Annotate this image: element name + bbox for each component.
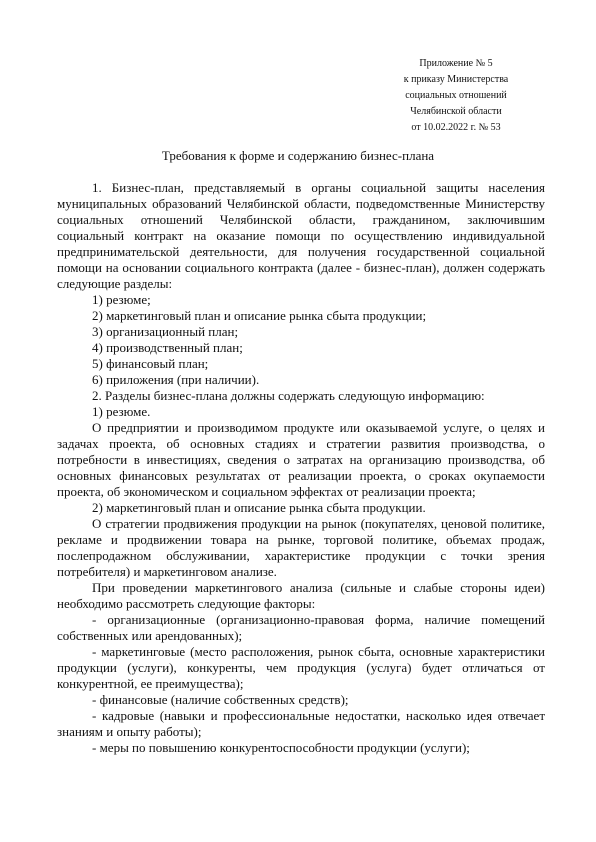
list-item: 1) резюме. [92, 404, 151, 419]
list-item: - меры по повышению конкурентоспособности продукции (услуги); [92, 740, 470, 755]
list-item: 1) резюме; [92, 292, 151, 307]
paragraph: О стратегии продвижения продукции на рынок (покупателях, ценовой политике, рекламе и продвижении товара на рынке, торговой политике, объемах продаж, послепродажном обслуживании, характеристике продукции с точки зрения потребителя) и маркетинговом анализе. [57, 516, 545, 579]
list-item: - организационные (организационно-правовая форма, наличие помещений собственных или арендованных); [57, 612, 545, 643]
appendix-number: Приложение № 5 [419, 58, 493, 69]
appendix-order-ref: к приказу Министерства [403, 74, 509, 85]
document-body [57, 180, 545, 756]
appendix-ministry: социальных отношений [405, 90, 507, 101]
paragraph: О предприятии и производимом продукте или оказываемой услуге, о целях и задачах проекта, об основных стадиях и стратегии развития производства, о потребности в инвестициях, сведения о затратах на организацию производства, об основных финансовых результатах от реализации проекта, о сроках окупаемости проекта, об экономическом и социальном эффектах от реализации проекта; [57, 420, 545, 499]
appendix-header [381, 56, 531, 136]
appendix-region: Челябинской области [410, 106, 502, 117]
paragraph: При проведении маркетингового анализа (сильные и слабые стороны идеи) необходимо рассмотреть следующие факторы: [57, 580, 545, 611]
list-item: 2) маркетинговый план и описание рынка сбыта продукции; [92, 308, 427, 323]
appendix-order-date: от 10.02.2022 г. № 53 [411, 122, 501, 133]
list-item: - маркетинговые (место расположения, рынок сбыта, основные характеристики продукции (услуги), конкуренты, чем продукция (услуга) будет отличаться от конкурентной, ее преимущества); [57, 644, 545, 691]
list-item: 2) маркетинговый план и описание рынка сбыта продукции. [92, 500, 426, 515]
list-item: - кадровые (навыки и профессиональные недостатки, насколько идея отвечает знаниям и опыту работы); [57, 708, 545, 739]
list-item: 4) производственный план; [92, 340, 243, 355]
list-item: 6) приложения (при наличии). [92, 372, 260, 387]
paragraph: 2. Разделы бизнес-плана должны содержать следующую информацию: [92, 388, 485, 403]
list-item: - финансовые (наличие собственных средств); [92, 692, 349, 707]
paragraph: 1. Бизнес-план, представляемый в органы социальной защиты населения муниципальных образований Челябинской области, подведомственные Министерству социальных отношений Челябинской области, гражданином, заключившим социальный контракт на оказание помощи по осуществлению индивидуальной предпринимательской деятельности, для получения государственной социальной помощи на основании социального контракта (далее - бизнес-план), должен содержать следующие разделы: [57, 180, 545, 291]
list-item: 5) финансовый план; [92, 356, 209, 371]
document-title: Требования к форме и содержанию бизнес-плана [161, 148, 435, 163]
list-item: 3) организационный план; [92, 324, 239, 339]
